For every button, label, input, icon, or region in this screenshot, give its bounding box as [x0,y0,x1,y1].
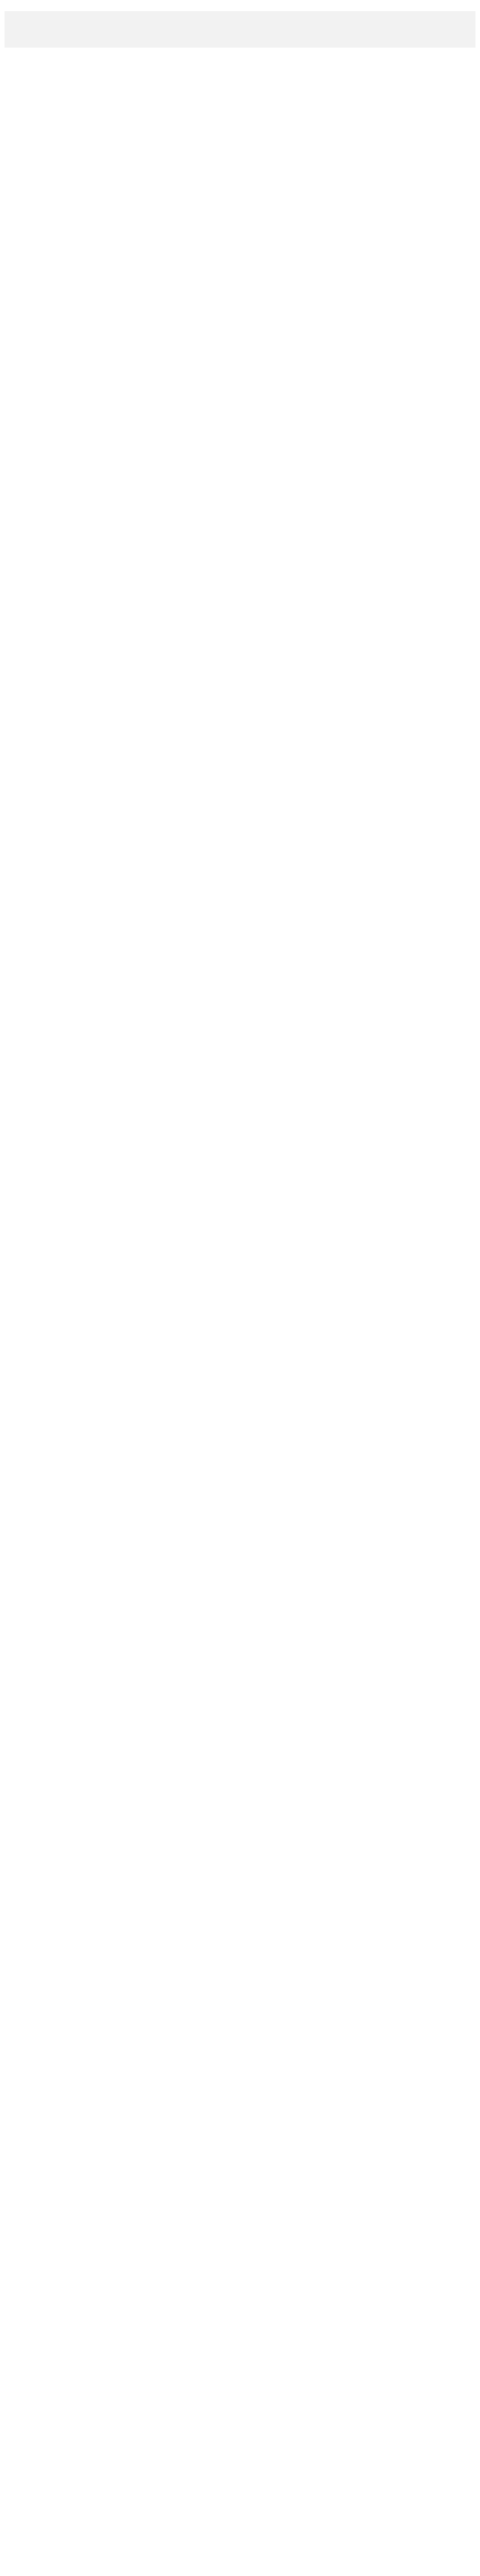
article-lead [5,11,475,48]
